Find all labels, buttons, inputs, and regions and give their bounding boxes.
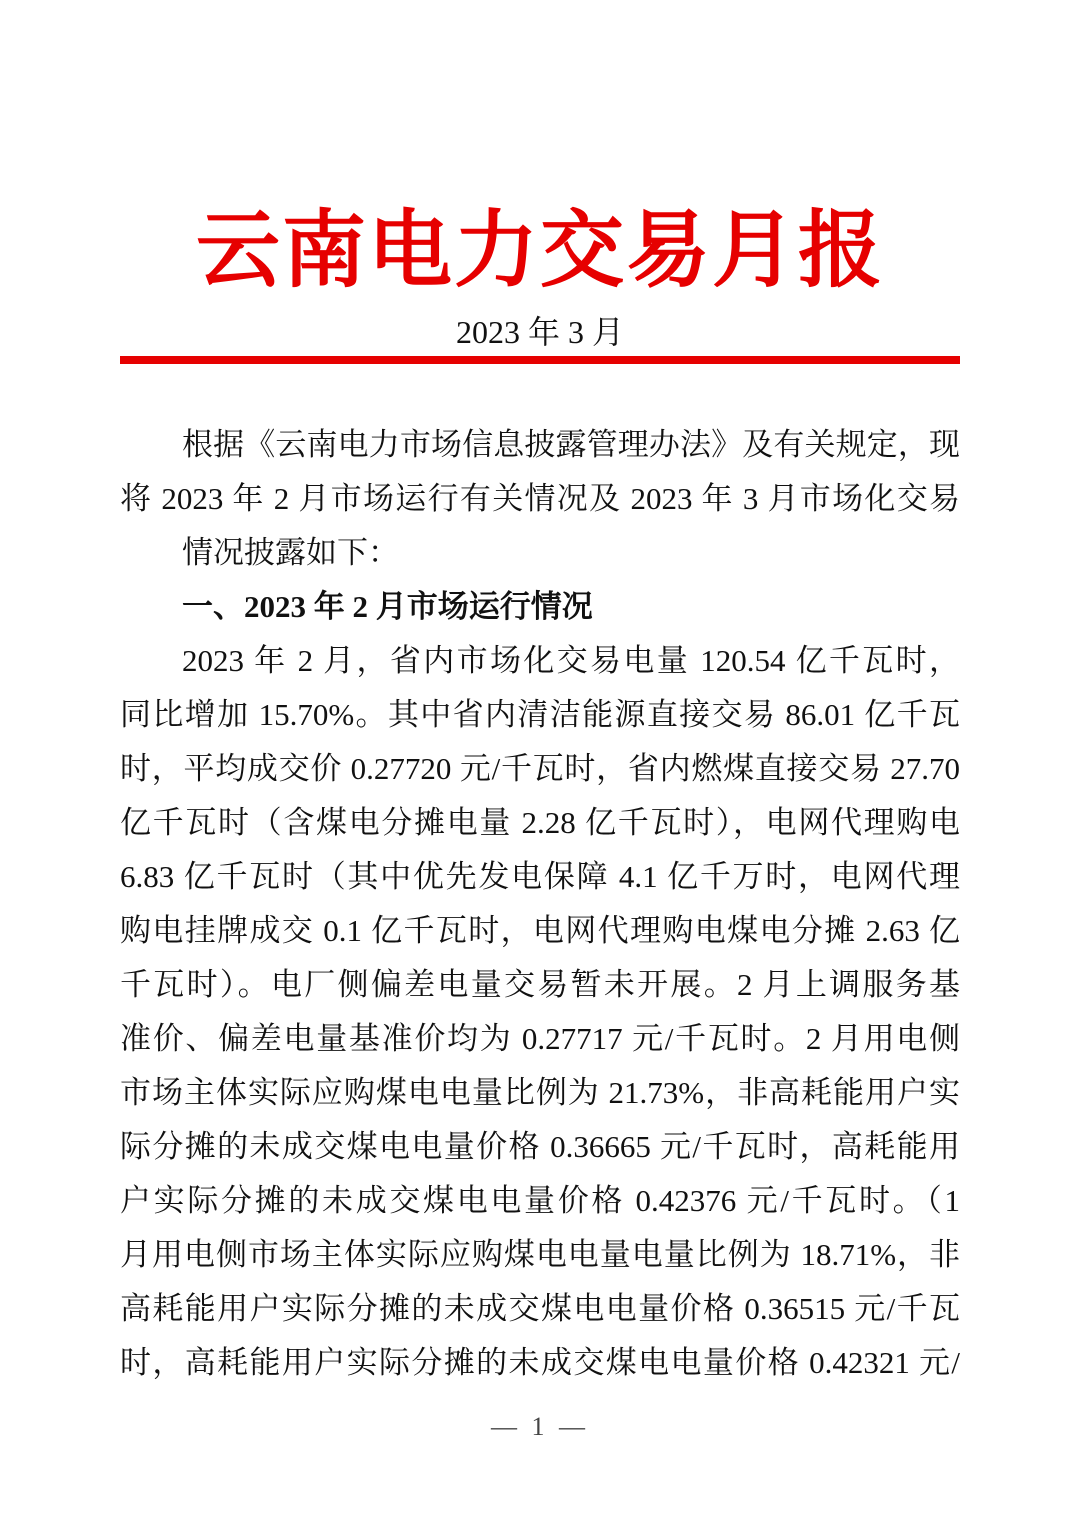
body-line: 将 2023 年 2 月市场运行有关情况及 2023 年 3 月市场化交易 [120,481,960,516]
body-line: 千瓦时）。电厂侧偏差电量交易暂未开展。2 月上调服务基 [120,967,960,1002]
body-line: 购电挂牌成交 0.1 亿千瓦时，电网代理购电煤电分摊 2.63 亿 [120,913,960,948]
body-line: 高耗能用户实际分摊的未成交煤电电量价格 0.36515 元/千瓦 [120,1291,960,1326]
body-line: 根据《云南电力市场信息披露管理办法》及有关规定，现 [182,427,960,462]
body-line: 户实际分摊的未成交煤电电量价格 0.42376 元/千瓦时。（1 [120,1183,960,1218]
body-line: 市场主体实际应购煤电电量比例为 21.73%，非高耗能用户实 [120,1075,960,1110]
report-title: 云南电力交易月报 [195,205,884,298]
title-divider-rule [120,356,960,364]
body-line: 时，高耗能用户实际分摊的未成交煤电电量价格 0.42321 元/ [120,1345,960,1380]
report-body [120,418,960,1390]
page-number: — 1 — [491,1412,589,1441]
body-line: 际分摊的未成交煤电电量价格 0.36665 元/千瓦时，高耗能用 [120,1129,960,1164]
report-date: 2023 年 3 月 [455,314,624,350]
body-line: 准价、偏差电量基准价均为 0.27717 元/千瓦时。2 月用电侧 [120,1021,960,1056]
body-line: 月用电侧市场主体实际应购煤电电量电量比例为 18.71%，非 [120,1237,960,1272]
body-line: 6.83 亿千瓦时（其中优先发电保障 4.1 亿千万时，电网代理 [120,859,960,894]
body-line: 情况披露如下： [182,535,399,570]
body-line: 亿千瓦时（含煤电分摊电量 2.28 亿千瓦时），电网代理购电 [120,805,960,840]
document-content-column [120,0,960,1442]
section-heading: 一、2023 年 2 月市场运行情况 [182,589,593,624]
body-line: 时，平均成交价 0.27720 元/千瓦时，省内燃煤直接交易 27.70 [120,751,960,786]
body-line: 2023 年 2 月，省内市场化交易电量 120.54 亿千瓦时， [182,643,960,678]
body-line: 同比增加 15.70%。其中省内清洁能源直接交易 86.01 亿千瓦 [120,697,960,732]
